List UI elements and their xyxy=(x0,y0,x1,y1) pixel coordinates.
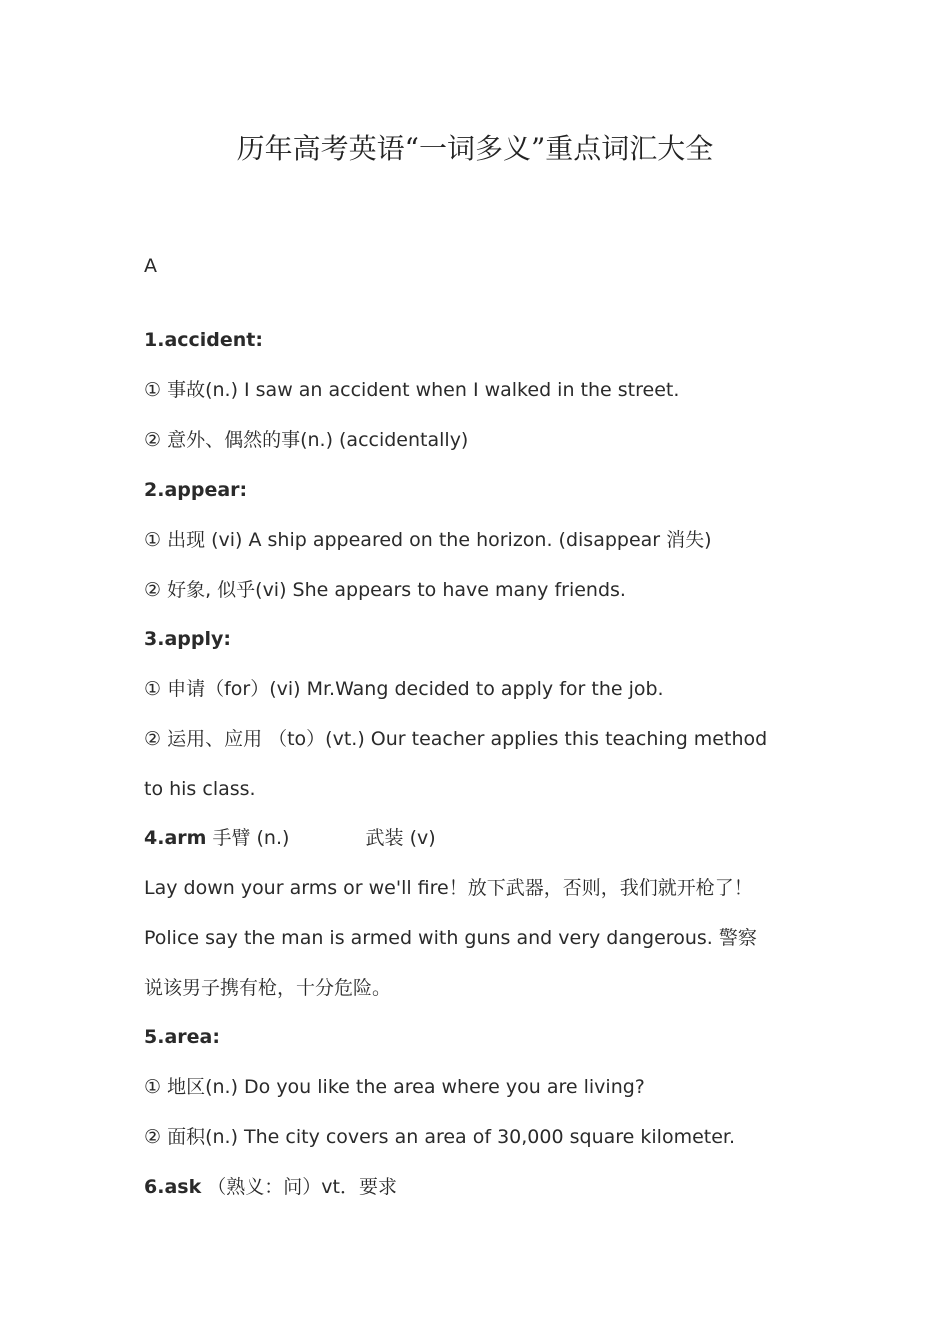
entry-line: 说该男子携有枪，十分危险。 xyxy=(144,977,392,999)
entry-line: ② 运用、应用 （to）(vt.) Our teacher applies this teaching method xyxy=(144,728,768,750)
entry-heading-arm: 4.arm xyxy=(144,827,207,849)
entry-line: ② 意外、偶然的事(n.) (accidentally) xyxy=(144,429,469,451)
entry-heading-appear: 2.appear: xyxy=(144,479,248,501)
entry-head-note: （熟义：问）vt．要求 xyxy=(207,1176,397,1198)
entry-line: ① 事故(n.) I saw an accident when I walked in the street. xyxy=(144,379,680,401)
entry-line: ② 面积(n.) The city covers an area of 30,000 square kilometer. xyxy=(144,1126,736,1148)
section-letter: A xyxy=(144,255,157,277)
entry-head-note: 武装 (v) xyxy=(365,827,436,849)
entry-heading-ask: 6.ask xyxy=(144,1176,202,1198)
entry-line: to his class. xyxy=(144,778,256,800)
entry-line: ① 出现 (vi) A ship appeared on the horizon. (disappear 消失) xyxy=(144,529,712,551)
entry-line: ① 申请（for）(vi) Mr.Wang decided to apply for the job. xyxy=(144,678,664,700)
entry-head-note: 手臂 (n.) xyxy=(212,827,290,849)
entry-heading-area: 5.area: xyxy=(144,1026,220,1048)
document-title: 历年高考英语“一词多义”重点词汇大全 xyxy=(236,132,714,165)
entry-heading-row-arm xyxy=(144,824,824,852)
entry-heading-accident: 1.accident: xyxy=(144,329,263,351)
entry-line: ① 地区(n.) Do you like the area where you are living? xyxy=(144,1076,645,1098)
entry-line: Lay down your arms or we'll fire！放下武器，否则，我们就开枪了！ xyxy=(144,877,753,899)
entry-line: ② 好象, 似乎(vi) She appears to have many friends. xyxy=(144,579,626,601)
entry-line: Police say the man is armed with guns and very dangerous. 警察 xyxy=(144,927,757,949)
entry-heading-apply: 3.apply: xyxy=(144,628,231,650)
entry-heading-row-ask xyxy=(144,1173,824,1201)
